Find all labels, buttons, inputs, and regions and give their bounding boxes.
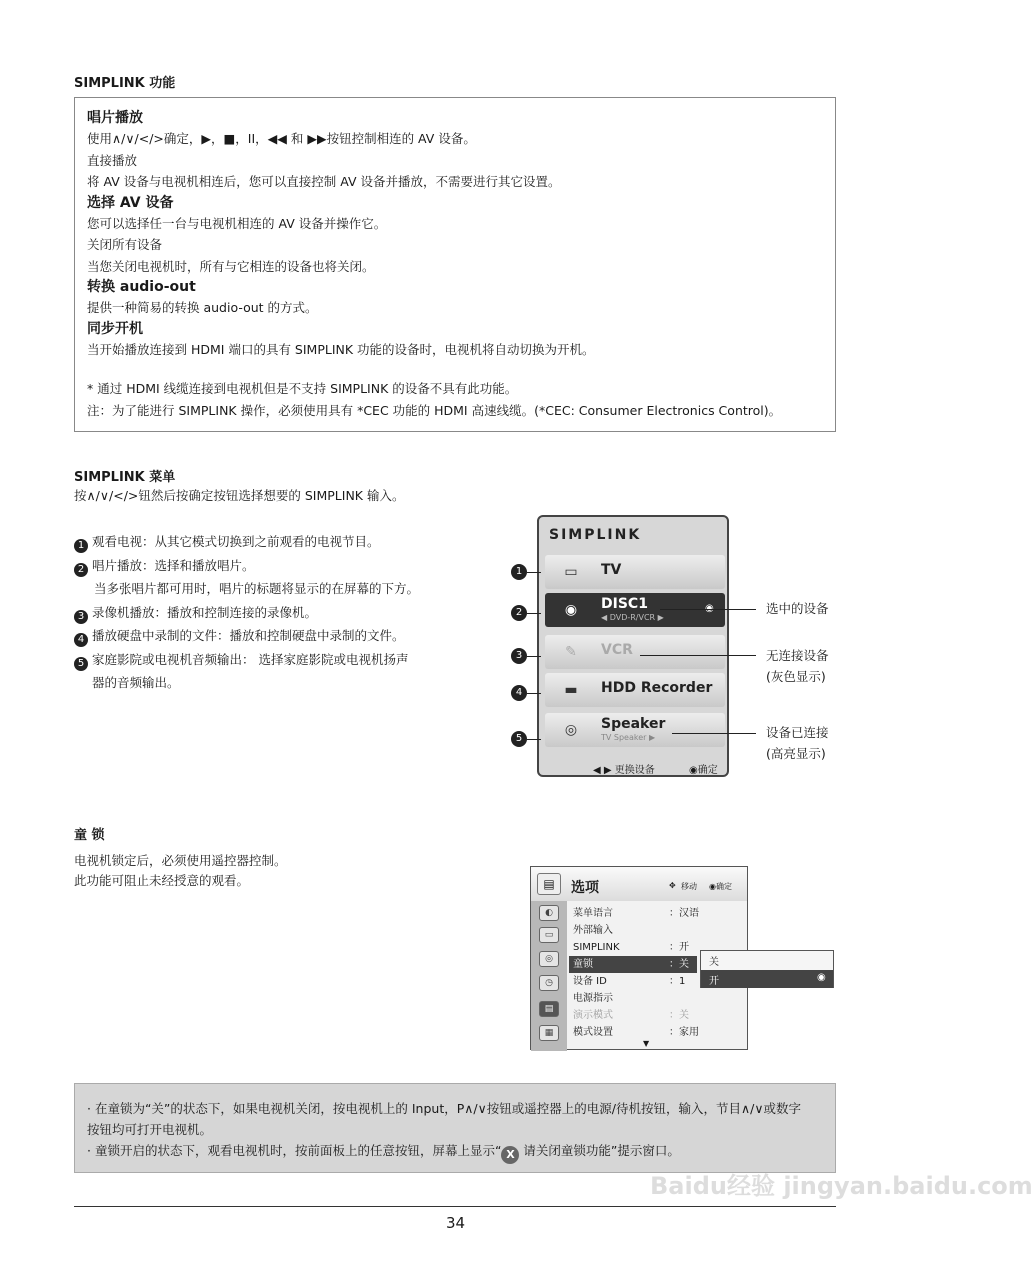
heading-sync-power: 同步开机 [87,320,143,337]
watermark: Baidu经验 jingyan.baidu.com [650,1172,1033,1200]
menu-row-mode-setting[interactable]: 模式设置 ：家用 [573,1027,699,1038]
callout-selected-device: 选中的设备 [766,601,829,616]
menu-row-language[interactable]: 菜单语言 ：汉语 [573,908,699,919]
menu-row-power-indicator[interactable]: 电源指示 [573,993,613,1004]
channel-icon[interactable]: ▦ [539,1025,559,1041]
list-item: 当多张唱片都可用时，唱片的标题将显示的在屏幕的下方。 [94,581,420,596]
list-item: 3 录像机播放：播放和控制连接的录像机。 [74,601,494,625]
note-line-1b: 按钮均可打开电视机。 [87,1122,213,1137]
callout-no-device: 无连接设备 [766,648,829,663]
screen-icon[interactable]: ▭ [539,927,559,943]
popup-option-on: 开 [709,976,719,987]
callout-connected: 设备已连接 [766,725,829,740]
page-number: 34 [446,1214,466,1232]
popup-option-off[interactable]: 关 [709,957,719,968]
simplink-screen [537,515,729,777]
text-audio-out-1: 提供一种简易的转换 audio-out 的方式。 [87,300,318,315]
audio-icon[interactable]: ◎ [539,951,559,967]
text-select-av-3: 当您关闭电视机时，所有与它相连的设备也将关闭。 [87,258,375,274]
simplink-footer [539,757,727,777]
options-sidebar [531,901,567,1051]
list-item: 5 家庭影院或电视机音频输出： 选择家庭影院或电视机扬声 [74,648,494,672]
vcr-icon: ✎ [565,644,577,660]
footer-divider [74,1206,836,1207]
simplink-item-hdd[interactable]: ▬ HDD Recorder [545,673,725,707]
child-lock-popup [700,950,834,988]
heading-select-av: 选择 AV 设备 [87,194,174,211]
menu-row-device-id[interactable]: 设备 ID ：1 [573,976,686,987]
simplink-item-vcr[interactable]: ✎ VCR [545,635,725,669]
menu-row-simplink[interactable]: SIMPLINK ：开 [573,942,689,953]
callout-line-selected [660,609,756,610]
move-icon: ✥ [669,881,676,890]
x-icon: X [501,1146,519,1164]
note-hdmi-1: * 通过 HDMI 线缆连接到电视机但是不支持 SIMPLINK 的设备不具有此功能。 [87,381,518,396]
popup-option-on-row[interactable] [701,970,833,988]
child-lock-line-1: 电视机锁定后，必须使用遥控器控制。 [74,853,287,868]
simplink-item-speaker[interactable]: ◎ Speaker TV Speaker ▶ [545,713,725,747]
list-item: 1 观看电视：从其它模式切换到之前观看的电视节目。 [74,530,494,554]
text-disc-play-3: 将 AV 设备与电视机相连后，您可以直接控制 AV 设备并播放，不需要进行其它设置。 [87,174,561,189]
change-device-hint: ◀ ▶ 更换设备 [593,765,655,776]
options-title: 选项 [571,880,599,896]
list-item: 2 唱片播放：选择和播放唱片。 [74,554,494,578]
section-title-simplink-menu: SIMPLINK 菜单 [74,470,176,485]
child-lock-line-2: 此功能可阻止未经授意的观看。 [74,873,250,888]
speaker-icon: ◎ [564,722,578,738]
options-tab-icon[interactable]: ▤ [539,1001,559,1017]
text-select-av-2: 关闭所有设备 [87,237,163,252]
scroll-down-icon[interactable]: ▼ [643,1039,650,1048]
simplink-function-box [74,97,836,432]
options-menu-header [531,867,747,901]
simplink-item-disc[interactable]: ◉ DISC1 ◀ DVD-R/VCR ▶ [545,593,725,627]
menu-row-demo-mode: 演示模式 ：关 [573,1010,689,1021]
clock-icon[interactable]: ◷ [539,975,559,991]
move-hint: 移动 [681,882,697,891]
marker-5: 5 [511,731,527,747]
tv-icon: ▭ [564,564,578,580]
text-disc-play-1: 使用∧/∨/</>确定，▶，■，II，◀◀ 和 ▶▶按钮控制相连的 AV 设备。 [87,131,476,146]
note-hdmi-2: 注：为了能进行 SIMPLINK 操作，必须使用具有 *CEC 功能的 HDMI 高速线缆。(*CEC: Consumer Electronics Control)。 [87,402,782,418]
radio-selected-icon: ◉ [817,972,826,983]
options-icon: ▤ [537,873,561,895]
simplink-menu-list [74,530,494,695]
marker-4: 4 [511,685,527,701]
text-select-av-1: 您可以选择任一台与电视机相连的 AV 设备并操作它。 [87,215,387,231]
menu-row-child-lock[interactable]: 童锁 ：关 [569,956,697,973]
list-item: 4 播放硬盘中录制的文件：播放和控制硬盘中录制的文件。 [74,624,494,648]
callout-line-none [640,655,756,656]
confirm-hint: ◉确定 [689,765,718,776]
ok-hint: ◉确定 [709,882,732,891]
callout-connected-note: (高亮显示) [766,746,826,761]
section-title-child-lock: 童 锁 [74,828,105,843]
note-line-2: · 童锁开启的状态下，观看电视机时，按前面板上的任意按钮，屏幕上显示“ X 请关闭童锁功能”提示窗口。 [87,1140,823,1164]
heading-disc-play: 唱片播放 [87,110,143,126]
simplink-menu-intro: 按∧/∨/</>钮然后按确定按钮选择想要的 SIMPLINK 输入。 [74,488,405,503]
marker-1: 1 [511,564,527,580]
menu-row-input[interactable]: 外部输入 [573,925,613,936]
list-item: 器的音频输出。 [92,675,180,690]
callout-line-connected [672,733,756,734]
text-disc-play-2: 直接播放 [87,152,138,168]
child-lock-note [74,1083,836,1173]
picture-icon[interactable]: ◐ [539,905,559,921]
hdd-icon: ▬ [564,682,578,698]
note-line-1a: · 在童锁为“关”的状态下，如果电视机关闭，按电视机上的 Input，P∧/∨按钮或遥控器上的电源/待机按钮，输入，节目∧/∨或数字 [87,1101,802,1116]
callout-no-device-note: (灰色显示) [766,669,826,684]
simplink-logo: SIMPLINK [549,527,642,543]
marker-3: 3 [511,648,527,664]
text-sync-power-1: 当开始播放连接到 HDMI 端口的具有 SIMPLINK 功能的设备时，电视机将自动切换为开机。 [87,341,595,357]
heading-audio-out: 转换 audio-out [87,279,196,295]
marker-2: 2 [511,605,527,621]
disc-icon: ◉ [564,602,578,618]
simplink-item-tv[interactable]: ▭ TV [545,555,725,589]
section-title-simplink-function: SIMPLINK 功能 [74,76,176,91]
